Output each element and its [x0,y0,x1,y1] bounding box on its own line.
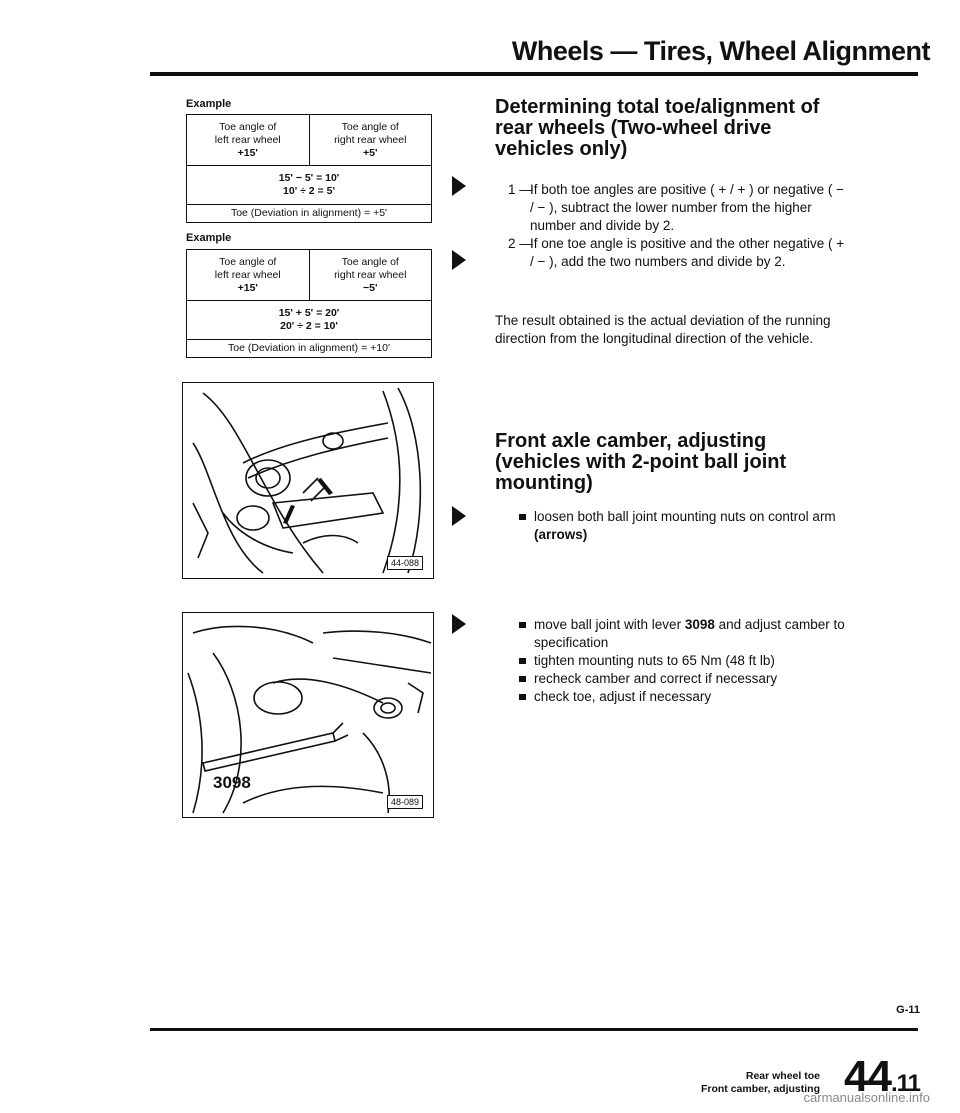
page-code: G-11 [896,1004,920,1016]
footer-subtitle: Rear wheel toe Front camber, adjusting [700,1070,820,1095]
section-2-step-1 [517,508,837,544]
header-rule [150,72,918,76]
page-title: Wheels — Tires, Wheel Alignment [511,36,930,66]
example-2-caption: Example [186,232,232,244]
bullet-step: check toe, adjust if necessary [517,688,847,706]
step-arrow-icon [452,250,466,270]
example-1-left-head: Toe angle of left rear wheel +15' [187,115,310,166]
example-1-calc: 15' − 5' = 10' 10' ÷ 2 = 5' [187,166,432,205]
figure-2-number: 48-089 [387,795,423,809]
example-2-result: Toe (Deviation in alignment) = +10' [187,340,432,358]
watermark: carmanualsonline.info [803,1090,930,1105]
example-1-result: Toe (Deviation in alignment) = +5' [187,205,432,223]
example-2-left-head: Toe angle of left rear wheel +15' [187,250,310,301]
figure-1-number: 44-088 [387,556,423,570]
bullet-step: tighten mounting nuts to 65 Nm (48 ft lb) [517,652,847,670]
figure-ball-joint-nuts [182,382,434,579]
figure-2-tool-label: 3098 [213,773,251,792]
section-1-item: 2 — If one toe angle is positive and the other negative ( + / − ), add the two numbers and divide by 2. [508,236,845,269]
bullet-step: loosen both ball joint mounting nuts on control arm (arrows) [517,508,837,544]
step-arrow-icon [452,506,466,526]
section-1-item: 1 — If both toe angles are positive ( + / + ) or negative ( − / − ), subtract the lower number from the higher number and divide by 2. [508,182,845,233]
figure-lever-3098 [182,612,434,818]
section-2-steps [517,616,847,706]
section-1-paragraph: The result obtained is the actual deviation of the running direction from the longitudinal direction of the vehicle. [495,313,831,346]
section-1-heading: Determining total toe/alignment of rear wheels (Two-wheel drive vehicles only) [495,96,820,160]
example-2-right-head: Toe angle of right rear wheel −5' [309,250,432,301]
example-1-caption: Example [186,98,232,110]
example-1-right-head: Toe angle of right rear wheel +5' [309,115,432,166]
example-2-table [186,249,432,358]
example-2-calc: 15' + 5' = 20' 20' ÷ 2 = 10' [187,301,432,340]
footer-rule [150,1028,918,1031]
page-number: 44.11 [844,1052,920,1101]
ball-joint-illustration [183,383,433,578]
bullet-step: recheck camber and correct if necessary [517,670,847,688]
bullet-step: move ball joint with lever 3098 and adjust camber to specification [517,616,847,652]
section-2-heading: Front axle camber, adjusting (vehicles with 2-point ball joint mounting) [495,430,787,494]
step-arrow-icon [452,614,466,634]
section-1-list [508,181,848,271]
example-1-table [186,114,432,223]
step-arrow-icon [452,176,466,196]
